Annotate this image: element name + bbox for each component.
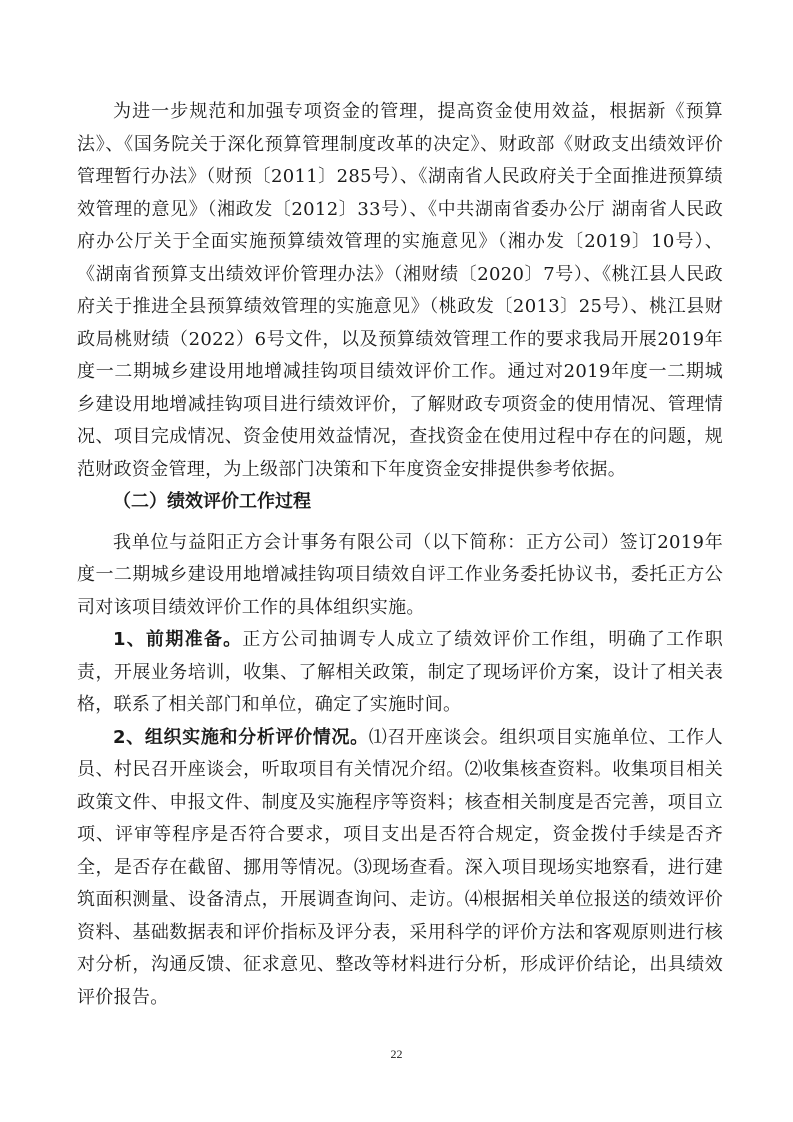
document-body	[77, 96, 723, 1014]
section-heading: （二）绩效评价工作过程	[113, 491, 311, 512]
paragraph-engagement: 我单位与益阳正方会计事务有限公司（以下简称：正方公司）签订2019年度一二期城乡建设用地增减挂钩项目绩效自评工作业务委托协议书，委托正方公司对该项目绩效评价工作的具体组织实施。	[77, 531, 723, 618]
paragraph-implementation	[77, 722, 723, 1015]
paragraph-preparation-lead: 1、前期准备。	[113, 629, 243, 650]
paragraph-background: 为进一步规范和加强专项资金的管理，提高资金使用效益，根据新《预算法》、《国务院关于深化预算管理制度改革的决定》、财政部《财政支出绩效评价管理暂行办法》（财预〔2011〕285号）、《湖南省人民政府关于全面推进预算绩效管理的意见》（湘政发〔2012〕33号）、《中共湖南省委办公厅 湖南省人民政府办公厅关于全面实施预算绩效管理的实施意见》（湘办发〔2019〕10号）、《湖南省预算支出绩效评价管理办法》（湘财绩〔2020〕7号）、《桃江县人民政府关于推进全县预算绩效管理的实施意见》（桃政发〔2013〕25号）、桃江县财政局桃财绩（2022）6号文件，以及预算绩效管理工作的要求我局开展2019年度一二期城乡建设用地增减挂钩项目绩效评价工作。通过对2019年度一二期城乡建设用地增减挂钩项目进行绩效评价，了解财政专项资金的使用情况、管理情况、项目完成情况、资金使用效益情况，查找资金在使用过程中存在的问题，规范财政资金管理，为上级部门决策和下年度资金安排提供参考依据。	[77, 101, 723, 480]
paragraph-implementation-lead: 2、组织实施和分析评价情况。	[113, 726, 369, 748]
paragraph-implementation-text: ⑴召开座谈会。组织项目实施单位、工作人员、村民召开座谈会，听取项目有关情况介绍。⑵收集核查资料。收集项目相关政策文件、申报文件、制度及实施程序等资料；核查相关制度是否完善，项目立项、评审等程序是否符合要求，项目支出是否符合规定，资金拨付手续是否齐全，是否存在截留、挪用等情况。⑶现场查看。深入项目现场实地察看，进行建筑面积测量、设备清点，开展调查询问、走访。⑷根据相关单位报送的绩效评价资料、基础数据表和评价指标及评分表，采用科学的评价方法和客观原则进行核对分析，沟通反馈、征求意见、整改等材料进行分析，形成评价结论，出具绩效评价报告。	[77, 726, 723, 1008]
paragraph-preparation-text: 正方公司抽调专人成立了绩效评价工作组，明确了工作职责，开展业务培训，收集、了解相关政策，制定了现场评价方案，设计了相关表格，联系了相关部门和单位，确定了实施时间。	[77, 629, 724, 715]
paragraph-preparation	[77, 624, 723, 722]
page-number: 22	[390, 1047, 403, 1061]
spacer	[77, 519, 723, 527]
